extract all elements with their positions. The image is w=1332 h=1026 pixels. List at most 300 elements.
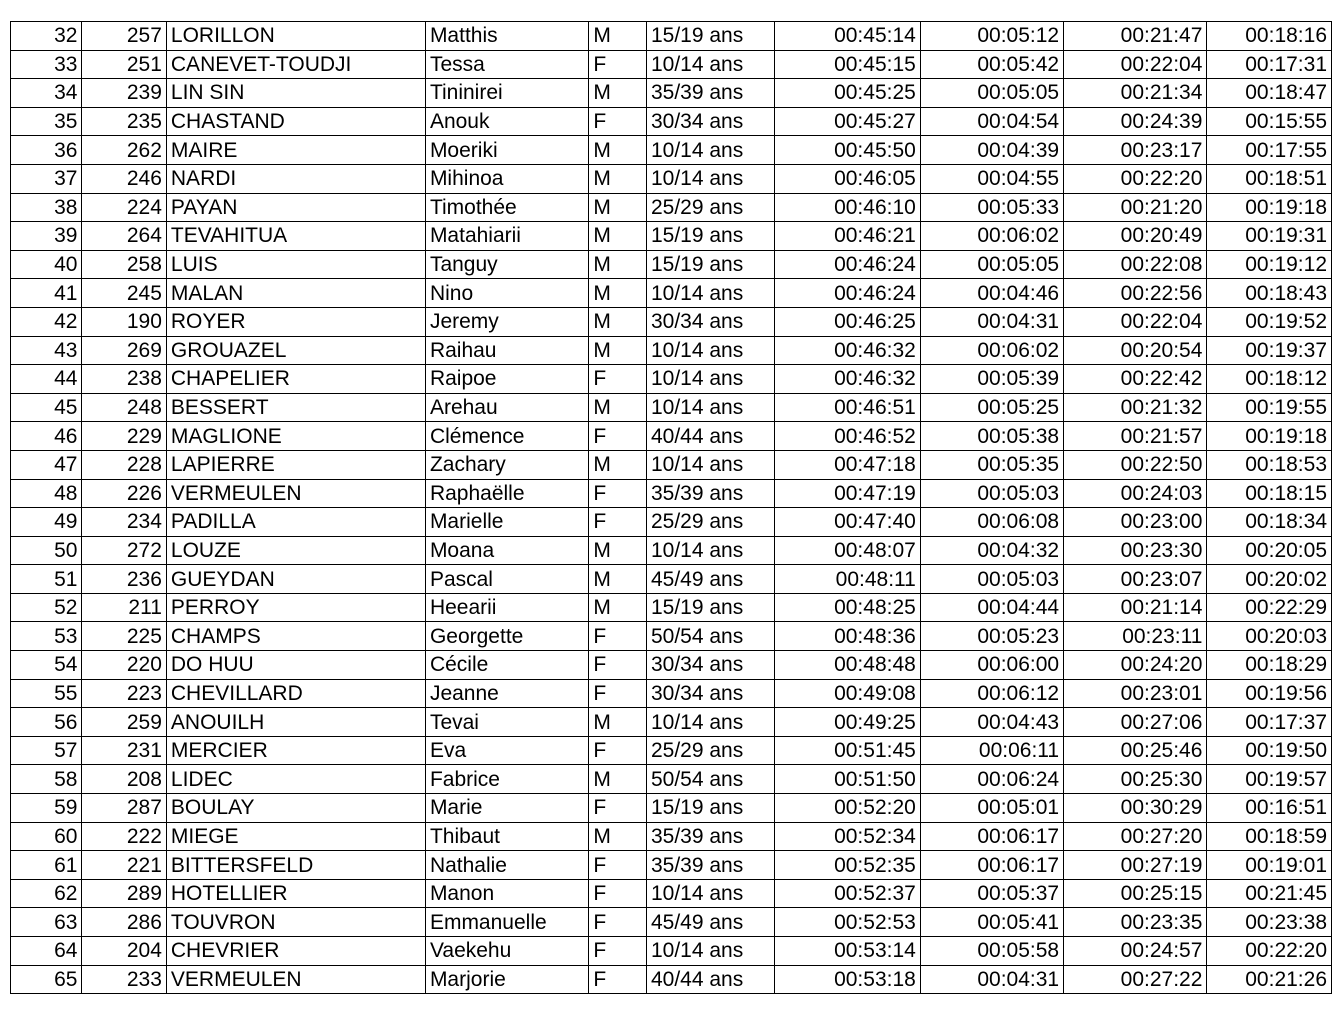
first-name-cell: Fabrice (425, 765, 588, 794)
total-time-cell: 00:48:07 (774, 536, 920, 565)
rank-cell: 53 (11, 622, 82, 651)
bib-cell: 286 (82, 908, 166, 937)
table-row (11, 107, 1332, 136)
bib-cell: 248 (82, 393, 166, 422)
bib-cell: 239 (82, 79, 166, 108)
total-time-cell: 00:48:25 (774, 593, 920, 622)
first-name-cell: Nathalie (425, 851, 588, 880)
table-row (11, 164, 1332, 193)
split-2-cell: 00:21:57 (1064, 422, 1207, 451)
split-1-cell: 00:05:05 (920, 79, 1063, 108)
category-cell: 10/14 ans (646, 336, 774, 365)
split-1-cell: 00:05:35 (920, 450, 1063, 479)
first-name-cell: Zachary (425, 450, 588, 479)
bib-cell: 287 (82, 794, 166, 823)
split-2-cell: 00:27:22 (1064, 965, 1207, 994)
category-cell: 25/29 ans (646, 508, 774, 537)
split-1-cell: 00:05:25 (920, 393, 1063, 422)
split-1-cell: 00:04:31 (920, 307, 1063, 336)
split-3-cell: 00:19:01 (1207, 851, 1332, 880)
category-cell: 30/34 ans (646, 307, 774, 336)
first-name-cell: Tanguy (425, 250, 588, 279)
split-3-cell: 00:19:55 (1207, 393, 1332, 422)
category-cell: 10/14 ans (646, 450, 774, 479)
split-3-cell: 00:21:26 (1207, 965, 1332, 994)
first-name-cell: Raphaëlle (425, 479, 588, 508)
split-3-cell: 00:18:29 (1207, 651, 1332, 680)
total-time-cell: 00:51:45 (774, 736, 920, 765)
sex-cell: M (589, 164, 647, 193)
sex-cell: M (589, 765, 647, 794)
sex-cell: M (589, 536, 647, 565)
sex-cell: F (589, 851, 647, 880)
sex-cell: F (589, 50, 647, 79)
last-name-cell: PERROY (166, 593, 425, 622)
sex-cell: M (589, 193, 647, 222)
split-2-cell: 00:21:34 (1064, 79, 1207, 108)
split-1-cell: 00:06:02 (920, 336, 1063, 365)
total-time-cell: 00:52:53 (774, 908, 920, 937)
category-cell: 45/49 ans (646, 565, 774, 594)
split-1-cell: 00:04:32 (920, 536, 1063, 565)
total-time-cell: 00:53:14 (774, 937, 920, 966)
first-name-cell: Tessa (425, 50, 588, 79)
category-cell: 10/14 ans (646, 136, 774, 165)
sex-cell: F (589, 508, 647, 537)
table-row (11, 736, 1332, 765)
rank-cell: 58 (11, 765, 82, 794)
split-3-cell: 00:19:56 (1207, 679, 1332, 708)
table-row (11, 50, 1332, 79)
table-row (11, 279, 1332, 308)
last-name-cell: MIEGE (166, 822, 425, 851)
table-row (11, 422, 1332, 451)
total-time-cell: 00:51:50 (774, 765, 920, 794)
results-table (10, 21, 1332, 994)
rank-cell: 61 (11, 851, 82, 880)
sex-cell: M (589, 708, 647, 737)
split-1-cell: 00:06:17 (920, 851, 1063, 880)
sex-cell: F (589, 736, 647, 765)
bib-cell: 289 (82, 879, 166, 908)
last-name-cell: BITTERSFELD (166, 851, 425, 880)
bib-cell: 225 (82, 622, 166, 651)
split-2-cell: 00:27:06 (1064, 708, 1207, 737)
split-2-cell: 00:23:35 (1064, 908, 1207, 937)
rank-cell: 44 (11, 365, 82, 394)
split-2-cell: 00:24:57 (1064, 937, 1207, 966)
split-2-cell: 00:21:14 (1064, 593, 1207, 622)
first-name-cell: Mihinoa (425, 164, 588, 193)
rank-cell: 63 (11, 908, 82, 937)
table-row (11, 479, 1332, 508)
last-name-cell: ANOUILH (166, 708, 425, 737)
total-time-cell: 00:47:40 (774, 508, 920, 537)
first-name-cell: Anouk (425, 107, 588, 136)
table-row (11, 222, 1332, 251)
table-row (11, 879, 1332, 908)
sex-cell: M (589, 250, 647, 279)
bib-cell: 246 (82, 164, 166, 193)
table-row (11, 136, 1332, 165)
sex-cell: F (589, 965, 647, 994)
category-cell: 10/14 ans (646, 937, 774, 966)
last-name-cell: LIN SIN (166, 79, 425, 108)
first-name-cell: Moana (425, 536, 588, 565)
split-2-cell: 00:23:11 (1064, 622, 1207, 651)
bib-cell: 264 (82, 222, 166, 251)
table-row (11, 593, 1332, 622)
category-cell: 30/34 ans (646, 107, 774, 136)
last-name-cell: LOUZE (166, 536, 425, 565)
split-1-cell: 00:04:43 (920, 708, 1063, 737)
table-row (11, 393, 1332, 422)
sex-cell: F (589, 879, 647, 908)
rank-cell: 43 (11, 336, 82, 365)
split-3-cell: 00:18:53 (1207, 450, 1332, 479)
split-1-cell: 00:05:38 (920, 422, 1063, 451)
rank-cell: 48 (11, 479, 82, 508)
total-time-cell: 00:46:25 (774, 307, 920, 336)
split-3-cell: 00:22:20 (1207, 937, 1332, 966)
sex-cell: M (589, 136, 647, 165)
bib-cell: 221 (82, 851, 166, 880)
results-sheet (10, 21, 1332, 994)
split-3-cell: 00:18:51 (1207, 164, 1332, 193)
category-cell: 40/44 ans (646, 965, 774, 994)
bib-cell: 234 (82, 508, 166, 537)
split-1-cell: 00:04:46 (920, 279, 1063, 308)
rank-cell: 52 (11, 593, 82, 622)
last-name-cell: MERCIER (166, 736, 425, 765)
split-2-cell: 00:23:00 (1064, 508, 1207, 537)
table-row (11, 565, 1332, 594)
rank-cell: 41 (11, 279, 82, 308)
category-cell: 25/29 ans (646, 193, 774, 222)
table-row (11, 450, 1332, 479)
last-name-cell: MALAN (166, 279, 425, 308)
category-cell: 10/14 ans (646, 365, 774, 394)
first-name-cell: Thibaut (425, 822, 588, 851)
table-row (11, 307, 1332, 336)
total-time-cell: 00:46:24 (774, 279, 920, 308)
table-row (11, 708, 1332, 737)
split-3-cell: 00:19:12 (1207, 250, 1332, 279)
split-1-cell: 00:06:12 (920, 679, 1063, 708)
category-cell: 15/19 ans (646, 22, 774, 51)
last-name-cell: LAPIERRE (166, 450, 425, 479)
split-3-cell: 00:18:15 (1207, 479, 1332, 508)
split-3-cell: 00:17:55 (1207, 136, 1332, 165)
split-2-cell: 00:21:20 (1064, 193, 1207, 222)
sex-cell: M (589, 307, 647, 336)
split-2-cell: 00:24:39 (1064, 107, 1207, 136)
split-2-cell: 00:23:30 (1064, 536, 1207, 565)
split-3-cell: 00:18:34 (1207, 508, 1332, 537)
sex-cell: M (589, 336, 647, 365)
split-1-cell: 00:04:44 (920, 593, 1063, 622)
split-2-cell: 00:25:15 (1064, 879, 1207, 908)
split-1-cell: 00:05:01 (920, 794, 1063, 823)
first-name-cell: Emmanuelle (425, 908, 588, 937)
rank-cell: 37 (11, 164, 82, 193)
total-time-cell: 00:49:25 (774, 708, 920, 737)
split-1-cell: 00:05:33 (920, 193, 1063, 222)
last-name-cell: MAIRE (166, 136, 425, 165)
total-time-cell: 00:52:37 (774, 879, 920, 908)
rank-cell: 42 (11, 307, 82, 336)
last-name-cell: BESSERT (166, 393, 425, 422)
rank-cell: 39 (11, 222, 82, 251)
table-row (11, 622, 1332, 651)
split-3-cell: 00:19:18 (1207, 193, 1332, 222)
sex-cell: F (589, 365, 647, 394)
category-cell: 15/19 ans (646, 794, 774, 823)
table-row (11, 22, 1332, 51)
first-name-cell: Jeanne (425, 679, 588, 708)
split-1-cell: 00:05:37 (920, 879, 1063, 908)
first-name-cell: Cécile (425, 651, 588, 680)
total-time-cell: 00:52:20 (774, 794, 920, 823)
rank-cell: 60 (11, 822, 82, 851)
last-name-cell: TEVAHITUA (166, 222, 425, 251)
rank-cell: 65 (11, 965, 82, 994)
category-cell: 45/49 ans (646, 908, 774, 937)
last-name-cell: NARDI (166, 164, 425, 193)
split-1-cell: 00:06:08 (920, 508, 1063, 537)
table-row (11, 336, 1332, 365)
sex-cell: F (589, 679, 647, 708)
category-cell: 15/19 ans (646, 593, 774, 622)
rank-cell: 57 (11, 736, 82, 765)
bib-cell: 236 (82, 565, 166, 594)
split-1-cell: 00:05:05 (920, 250, 1063, 279)
bib-cell: 223 (82, 679, 166, 708)
total-time-cell: 00:46:24 (774, 250, 920, 279)
first-name-cell: Marie (425, 794, 588, 823)
last-name-cell: MAGLIONE (166, 422, 425, 451)
split-3-cell: 00:17:37 (1207, 708, 1332, 737)
rank-cell: 56 (11, 708, 82, 737)
split-2-cell: 00:27:20 (1064, 822, 1207, 851)
sex-cell: M (589, 279, 647, 308)
split-3-cell: 00:19:31 (1207, 222, 1332, 251)
split-3-cell: 00:18:12 (1207, 365, 1332, 394)
total-time-cell: 00:46:32 (774, 336, 920, 365)
last-name-cell: TOUVRON (166, 908, 425, 937)
split-3-cell: 00:21:45 (1207, 879, 1332, 908)
total-time-cell: 00:46:52 (774, 422, 920, 451)
first-name-cell: Marjorie (425, 965, 588, 994)
table-row (11, 794, 1332, 823)
split-1-cell: 00:06:24 (920, 765, 1063, 794)
category-cell: 10/14 ans (646, 708, 774, 737)
split-1-cell: 00:04:55 (920, 164, 1063, 193)
split-3-cell: 00:20:05 (1207, 536, 1332, 565)
split-1-cell: 00:05:41 (920, 908, 1063, 937)
split-3-cell: 00:18:43 (1207, 279, 1332, 308)
split-2-cell: 00:22:08 (1064, 250, 1207, 279)
split-3-cell: 00:22:29 (1207, 593, 1332, 622)
sex-cell: F (589, 479, 647, 508)
first-name-cell: Jeremy (425, 307, 588, 336)
rank-cell: 36 (11, 136, 82, 165)
first-name-cell: Marielle (425, 508, 588, 537)
last-name-cell: PAYAN (166, 193, 425, 222)
bib-cell: 269 (82, 336, 166, 365)
first-name-cell: Heearii (425, 593, 588, 622)
split-2-cell: 00:23:07 (1064, 565, 1207, 594)
split-3-cell: 00:15:55 (1207, 107, 1332, 136)
bib-cell: 238 (82, 365, 166, 394)
first-name-cell: Moeriki (425, 136, 588, 165)
split-1-cell: 00:06:11 (920, 736, 1063, 765)
category-cell: 50/54 ans (646, 765, 774, 794)
rank-cell: 55 (11, 679, 82, 708)
category-cell: 10/14 ans (646, 536, 774, 565)
category-cell: 10/14 ans (646, 279, 774, 308)
split-3-cell: 00:19:37 (1207, 336, 1332, 365)
first-name-cell: Nino (425, 279, 588, 308)
rank-cell: 45 (11, 393, 82, 422)
total-time-cell: 00:47:18 (774, 450, 920, 479)
bib-cell: 235 (82, 107, 166, 136)
sex-cell: M (589, 822, 647, 851)
split-3-cell: 00:20:03 (1207, 622, 1332, 651)
split-2-cell: 00:22:04 (1064, 307, 1207, 336)
rank-cell: 54 (11, 651, 82, 680)
rank-cell: 46 (11, 422, 82, 451)
category-cell: 10/14 ans (646, 879, 774, 908)
category-cell: 10/14 ans (646, 393, 774, 422)
category-cell: 10/14 ans (646, 164, 774, 193)
last-name-cell: GUEYDAN (166, 565, 425, 594)
total-time-cell: 00:45:50 (774, 136, 920, 165)
rank-cell: 38 (11, 193, 82, 222)
rank-cell: 64 (11, 937, 82, 966)
bib-cell: 251 (82, 50, 166, 79)
sex-cell: F (589, 794, 647, 823)
rank-cell: 35 (11, 107, 82, 136)
bib-cell: 272 (82, 536, 166, 565)
category-cell: 25/29 ans (646, 736, 774, 765)
first-name-cell: Tevai (425, 708, 588, 737)
first-name-cell: Raihau (425, 336, 588, 365)
total-time-cell: 00:52:34 (774, 822, 920, 851)
bib-cell: 208 (82, 765, 166, 794)
table-row (11, 851, 1332, 880)
sex-cell: M (589, 565, 647, 594)
table-row (11, 822, 1332, 851)
category-cell: 35/39 ans (646, 479, 774, 508)
total-time-cell: 00:46:05 (774, 164, 920, 193)
last-name-cell: VERMEULEN (166, 479, 425, 508)
last-name-cell: HOTELLIER (166, 879, 425, 908)
bib-cell: 228 (82, 450, 166, 479)
split-1-cell: 00:05:23 (920, 622, 1063, 651)
split-3-cell: 00:18:16 (1207, 22, 1332, 51)
category-cell: 35/39 ans (646, 822, 774, 851)
table-row (11, 965, 1332, 994)
split-3-cell: 00:18:59 (1207, 822, 1332, 851)
split-2-cell: 00:23:01 (1064, 679, 1207, 708)
rank-cell: 51 (11, 565, 82, 594)
rank-cell: 33 (11, 50, 82, 79)
rank-cell: 47 (11, 450, 82, 479)
split-1-cell: 00:06:02 (920, 222, 1063, 251)
split-2-cell: 00:27:19 (1064, 851, 1207, 880)
split-1-cell: 00:06:00 (920, 651, 1063, 680)
sex-cell: M (589, 450, 647, 479)
total-time-cell: 00:48:36 (774, 622, 920, 651)
sex-cell: M (589, 79, 647, 108)
split-1-cell: 00:05:58 (920, 937, 1063, 966)
first-name-cell: Manon (425, 879, 588, 908)
split-2-cell: 00:23:17 (1064, 136, 1207, 165)
total-time-cell: 00:46:10 (774, 193, 920, 222)
last-name-cell: GROUAZEL (166, 336, 425, 365)
split-2-cell: 00:20:49 (1064, 222, 1207, 251)
bib-cell: 222 (82, 822, 166, 851)
rank-cell: 49 (11, 508, 82, 537)
sex-cell: F (589, 622, 647, 651)
split-2-cell: 00:30:29 (1064, 794, 1207, 823)
split-1-cell: 00:05:12 (920, 22, 1063, 51)
split-3-cell: 00:19:50 (1207, 736, 1332, 765)
first-name-cell: Tininirei (425, 79, 588, 108)
last-name-cell: CHAPELIER (166, 365, 425, 394)
bib-cell: 190 (82, 307, 166, 336)
bib-cell: 245 (82, 279, 166, 308)
sex-cell: M (589, 393, 647, 422)
split-2-cell: 00:22:04 (1064, 50, 1207, 79)
table-row (11, 651, 1332, 680)
table-row (11, 79, 1332, 108)
table-row (11, 908, 1332, 937)
first-name-cell: Eva (425, 736, 588, 765)
total-time-cell: 00:46:51 (774, 393, 920, 422)
first-name-cell: Matthis (425, 22, 588, 51)
category-cell: 35/39 ans (646, 79, 774, 108)
bib-cell: 220 (82, 651, 166, 680)
sex-cell: F (589, 107, 647, 136)
split-1-cell: 00:05:42 (920, 50, 1063, 79)
category-cell: 35/39 ans (646, 851, 774, 880)
bib-cell: 258 (82, 250, 166, 279)
split-3-cell: 00:17:31 (1207, 50, 1332, 79)
bib-cell: 257 (82, 22, 166, 51)
rank-cell: 34 (11, 79, 82, 108)
category-cell: 15/19 ans (646, 250, 774, 279)
table-row (11, 365, 1332, 394)
bib-cell: 204 (82, 937, 166, 966)
table-row (11, 193, 1332, 222)
sex-cell: M (589, 222, 647, 251)
split-1-cell: 00:04:31 (920, 965, 1063, 994)
first-name-cell: Pascal (425, 565, 588, 594)
split-1-cell: 00:04:54 (920, 107, 1063, 136)
last-name-cell: DO HUU (166, 651, 425, 680)
last-name-cell: CHAMPS (166, 622, 425, 651)
last-name-cell: CANEVET-TOUDJI (166, 50, 425, 79)
total-time-cell: 00:53:18 (774, 965, 920, 994)
category-cell: 30/34 ans (646, 679, 774, 708)
split-2-cell: 00:21:47 (1064, 22, 1207, 51)
split-2-cell: 00:22:56 (1064, 279, 1207, 308)
sex-cell: M (589, 593, 647, 622)
first-name-cell: Matahiarii (425, 222, 588, 251)
split-1-cell: 00:05:03 (920, 565, 1063, 594)
